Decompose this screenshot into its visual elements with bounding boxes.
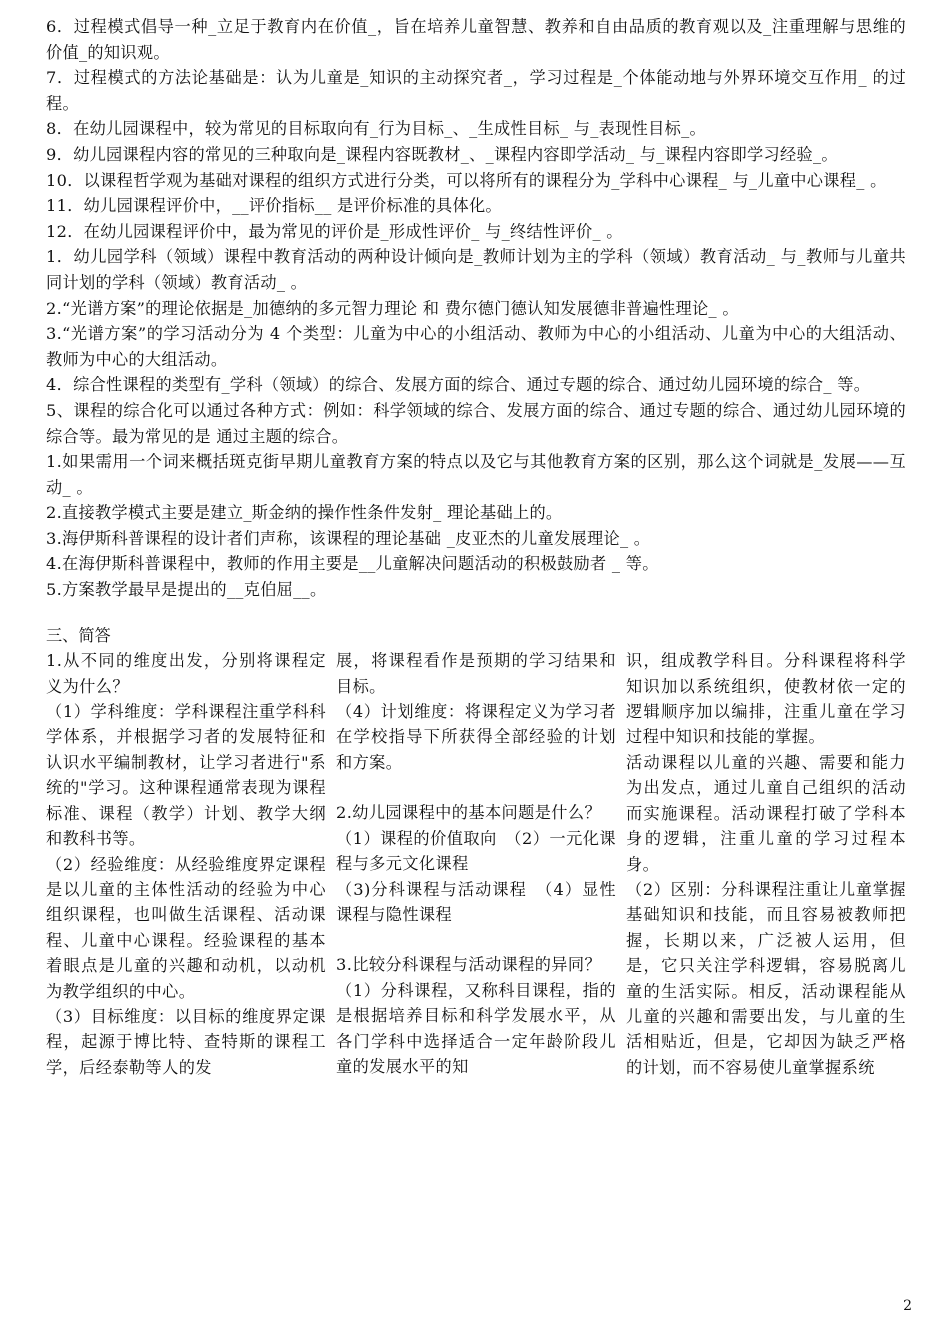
column-3 — [626, 648, 906, 1080]
answer-line: 1．幼儿园学科（领域）课程中教育活动的两种设计倾向是_教师计划为主的学科（领域）教育活动_ 与_教师与儿童共同计划的学科（领域）教育活动_ 。 — [46, 247, 906, 292]
column-2 — [336, 648, 616, 1080]
answer-line: 5、课程的综合化可以通过各种方式：例如：科学领域的综合、发展方面的综合、通过专题的综合、通过幼儿园环境的综合等。最为常见的是 通过主题的综合。 — [46, 400, 906, 446]
answer-line: 4.在海伊斯科普课程中，教师的作用主要是__儿童解决问题活动的积极鼓励者 _ 等。 — [46, 554, 659, 574]
question-paragraph: 活动课程以儿童的兴趣、需要和能力为出发点，通过儿童自己组织的活动而实施课程。活动课程打破了学科本身的逻辑，注重儿童的学习过程本身。 — [626, 752, 906, 874]
answer-line: 3.海伊斯科普课程的设计者们声称，该课程的理论基础 _皮亚杰的儿童发展理论_ 。 — [46, 528, 651, 548]
answer-line: 11．幼儿园课程评价中，__评价指标__ 是评价标准的具体化。 — [46, 196, 502, 216]
answer-line: 8．在幼儿园课程中，较为常见的目标取向有_行为目标_、_生成性目标_ 与_表现性目标_。 — [46, 119, 706, 139]
answer-line: 5.方案教学最早是提出的__克伯屈__。 — [46, 580, 327, 600]
three-column-section — [46, 648, 906, 1080]
question-paragraph: 2.幼儿园课程中的基本问题是什么？ — [336, 803, 602, 823]
answer-line: 10．以课程哲学观为基础对课程的组织方式进行分类，可以将所有的课程分为_学科中心课程_ 与_儿童中心课程_ 。 — [46, 170, 887, 190]
page-number: 2 — [903, 1298, 912, 1314]
answer-line: 2.“光谱方案”的理论依据是_加德纳的多元智力理论 和 费尔德门德认知发展德非普遍性理论_ 。 — [46, 298, 739, 318]
question-paragraph: （2）经验维度：从经验维度界定课程是以儿童的主体性活动的经验为中心组织课程，也叫做生活课程、活动课程、儿童中心课程。经验课程的基本着眼点是儿童的兴趣和动机，以动机为教学组织的中心。 — [46, 854, 326, 1001]
answer-line: 3.“光谱方案”的学习活动分为 4 个类型：儿童为中心的小组活动、教师为中心的小组活动、儿童为中心的大组活动、教师为中心的大组活动。 — [46, 324, 906, 369]
question-paragraph: （1）学科维度：学科课程注重学科科学体系，并根据学习者的发展特征和认识水平编制教材，让学习者进行"系统的"学习。这种课程通常表现为课程标准、课程（教学）计划、教学大纲和教科书等。 — [46, 702, 326, 849]
answer-line: 7．过程模式的方法论基础是：认为儿童是_知识的主动探究者_，学习过程是_个体能动地与外界环境交互作用_ 的过程。 — [46, 68, 906, 113]
question-paragraph: （3)分科课程与活动课程 （4）显性课程与隐性课程 — [336, 879, 616, 924]
question-paragraph: 识，组成教学科目。分科课程将科学知识加以系统组织，使教材依一定的逻辑顺序加以编排，注重儿童在学习过程中知识和技能的掌握。 — [626, 651, 906, 747]
section-title: 三、简答 — [46, 625, 111, 645]
question-paragraph: （2）区别：分科课程注重让儿童掌握基础知识和技能，而且容易被教师把握，长期以来，广泛被人运用，但是，它只关注学科逻辑，容易脱离儿童的生活实际。相反，活动课程能从儿童的兴趣和需要出发，与儿童的生活相贴近，但是，它却因为缺乏严格的计划，而不容易使儿童掌握系统 — [626, 879, 906, 1077]
question-paragraph: （1）课程的价值取向 （2）一元化课程与多元文化课程 — [336, 828, 616, 874]
question-paragraph: 3.比较分科课程与活动课程的异同？ — [336, 955, 602, 975]
answer-line: 4．综合性课程的类型有_学科（领域）的综合、发展方面的综合、通过专题的综合、通过幼儿园环境的综合_ 等。 — [46, 375, 871, 395]
answer-line: 9．幼儿园课程内容的常见的三种取向是_课程内容既教材_、_课程内容即学活动_ 与_课程内容即学习经验_。 — [46, 144, 838, 164]
document-page — [46, 14, 906, 1080]
answer-line: 6．过程模式倡导一种_立足于教育内在价值_，旨在培养儿童智慧、教养和自由品质的教育观以及_注重理解与思维的价值_的知识观。 — [46, 17, 906, 62]
column-1 — [46, 648, 326, 1080]
answer-line: 12．在幼儿园课程评价中，最为常见的评价是_形成性评价_ 与_终结性评价_ 。 — [46, 221, 623, 241]
question-paragraph: （1）分科课程，又称科目课程，指的是根据培养目标和科学发展水平，从各门学科中选择适合一定年龄阶段儿童的发展水平的知 — [336, 980, 616, 1076]
fill-in-answers — [46, 14, 906, 603]
spacer — [46, 603, 906, 623]
question-paragraph: 展，将课程看作是预期的学习结果和目标。 — [336, 651, 616, 696]
question-paragraph: 1.从不同的维度出发，分别将课程定义为什么？ — [46, 651, 326, 696]
answer-line: 2.直接教学模式主要是建立_斯金纳的操作性条件发射_ 理论基础上的。 — [46, 503, 563, 523]
question-paragraph: （3）目标维度：以目标的维度界定课程，起源于博比特、查特斯的课程工学，后经泰勒等人的发 — [46, 1006, 326, 1077]
answer-line: 1.如果需用一个词来概括斑克街早期儿童教育方案的特点以及它与其他教育方案的区别，那么这个词就是_发展——互动_ 。 — [46, 452, 906, 497]
question-paragraph: （4）计划维度：将课程定义为学习者在学校指导下所获得全部经验的计划和方案。 — [336, 702, 616, 772]
